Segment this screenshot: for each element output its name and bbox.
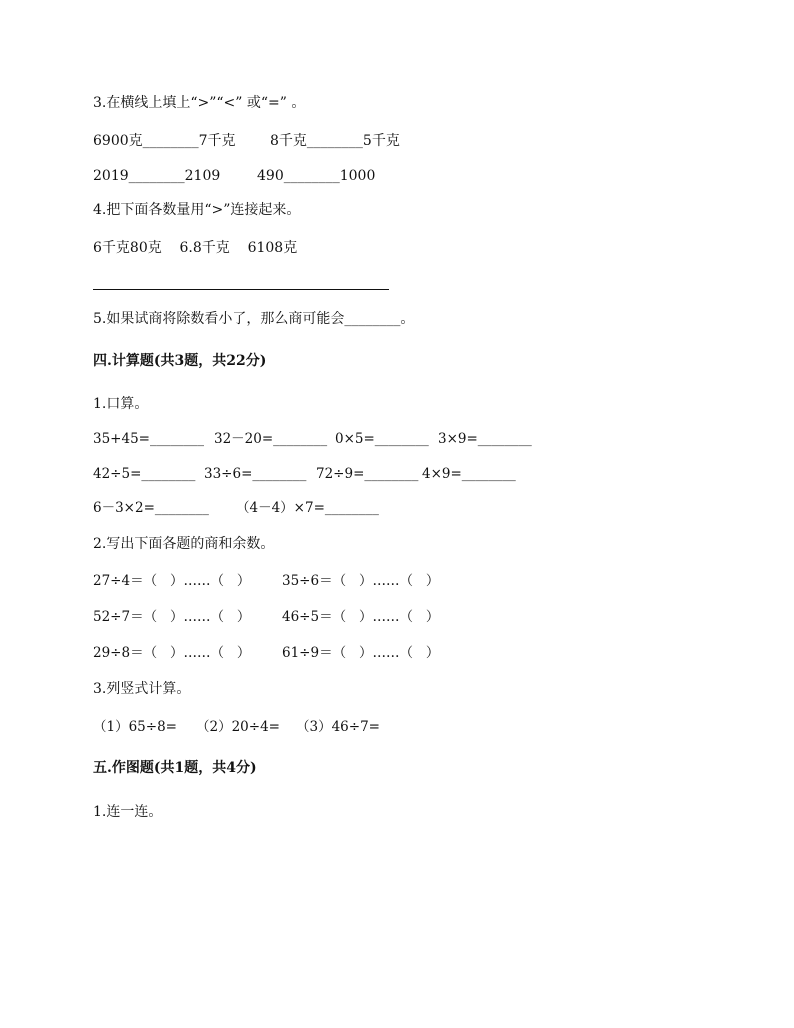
s4-q2-title: 2.写出下面各题的商和余数。 bbox=[93, 536, 275, 552]
s5-q1-title: 1.连一连。 bbox=[93, 804, 163, 820]
div-r1-1: 27÷4＝（ ）……（ ） bbox=[93, 573, 251, 589]
div-r2-2: 46÷5＝（ ）……（ ） bbox=[282, 609, 440, 625]
q4-title: 4.把下面各数量用“>”连接起来。 bbox=[93, 202, 301, 218]
section4-heading: 四.计算题(共3题，共22分) bbox=[93, 353, 267, 369]
section5-heading: 五.作图题(共1题，共4分) bbox=[93, 760, 257, 776]
q4-items: 6千克80克 6.8千克 6108克 bbox=[93, 240, 298, 256]
oral-r2-3: 72÷9=________ bbox=[316, 466, 419, 482]
s4-q3-title: 3.列竖式计算。 bbox=[93, 681, 191, 697]
oral-r3-1: 6－3×2=________ bbox=[93, 500, 209, 516]
oral-r1-1: 35+45=________ bbox=[93, 431, 204, 447]
oral-r1-2: 32－20=________ bbox=[214, 431, 328, 447]
oral-r2-2: 33÷6=________ bbox=[204, 466, 307, 482]
oral-r1-4: 3×9=________ bbox=[438, 431, 532, 447]
q3-title: 3.在横线上填上“>”“<” 或“=” 。 bbox=[93, 95, 306, 111]
q4-answer-line bbox=[93, 289, 389, 290]
q3-row2-right: 490________1000 bbox=[257, 168, 376, 184]
s4-q1-title: 1.口算。 bbox=[93, 396, 149, 412]
div-r1-2: 35÷6＝（ ）……（ ） bbox=[282, 573, 440, 589]
oral-r2-4: 4×9=________ bbox=[422, 466, 516, 482]
q3-row2-left: 2019________2109 bbox=[93, 168, 221, 184]
oral-r3-2: （4－4）×7=________ bbox=[236, 500, 379, 516]
vertical-3: （3）46÷7= bbox=[296, 719, 380, 735]
q5: 5.如果试商将除数看小了，那么商可能会________。 bbox=[93, 311, 415, 327]
oral-r1-3: 0×5=________ bbox=[335, 431, 429, 447]
div-r2-1: 52÷7＝（ ）……（ ） bbox=[93, 609, 251, 625]
oral-r2-1: 42÷5=________ bbox=[93, 466, 196, 482]
q3-row1-right: 8千克________5千克 bbox=[270, 133, 400, 149]
vertical-2: （2）20÷4= bbox=[196, 719, 280, 735]
div-r3-1: 29÷8＝（ ）……（ ） bbox=[93, 645, 251, 661]
vertical-1: （1）65÷8= bbox=[93, 719, 177, 735]
q3-row1-left: 6900克________7千克 bbox=[93, 133, 236, 149]
div-r3-2: 61÷9＝（ ）……（ ） bbox=[282, 645, 440, 661]
